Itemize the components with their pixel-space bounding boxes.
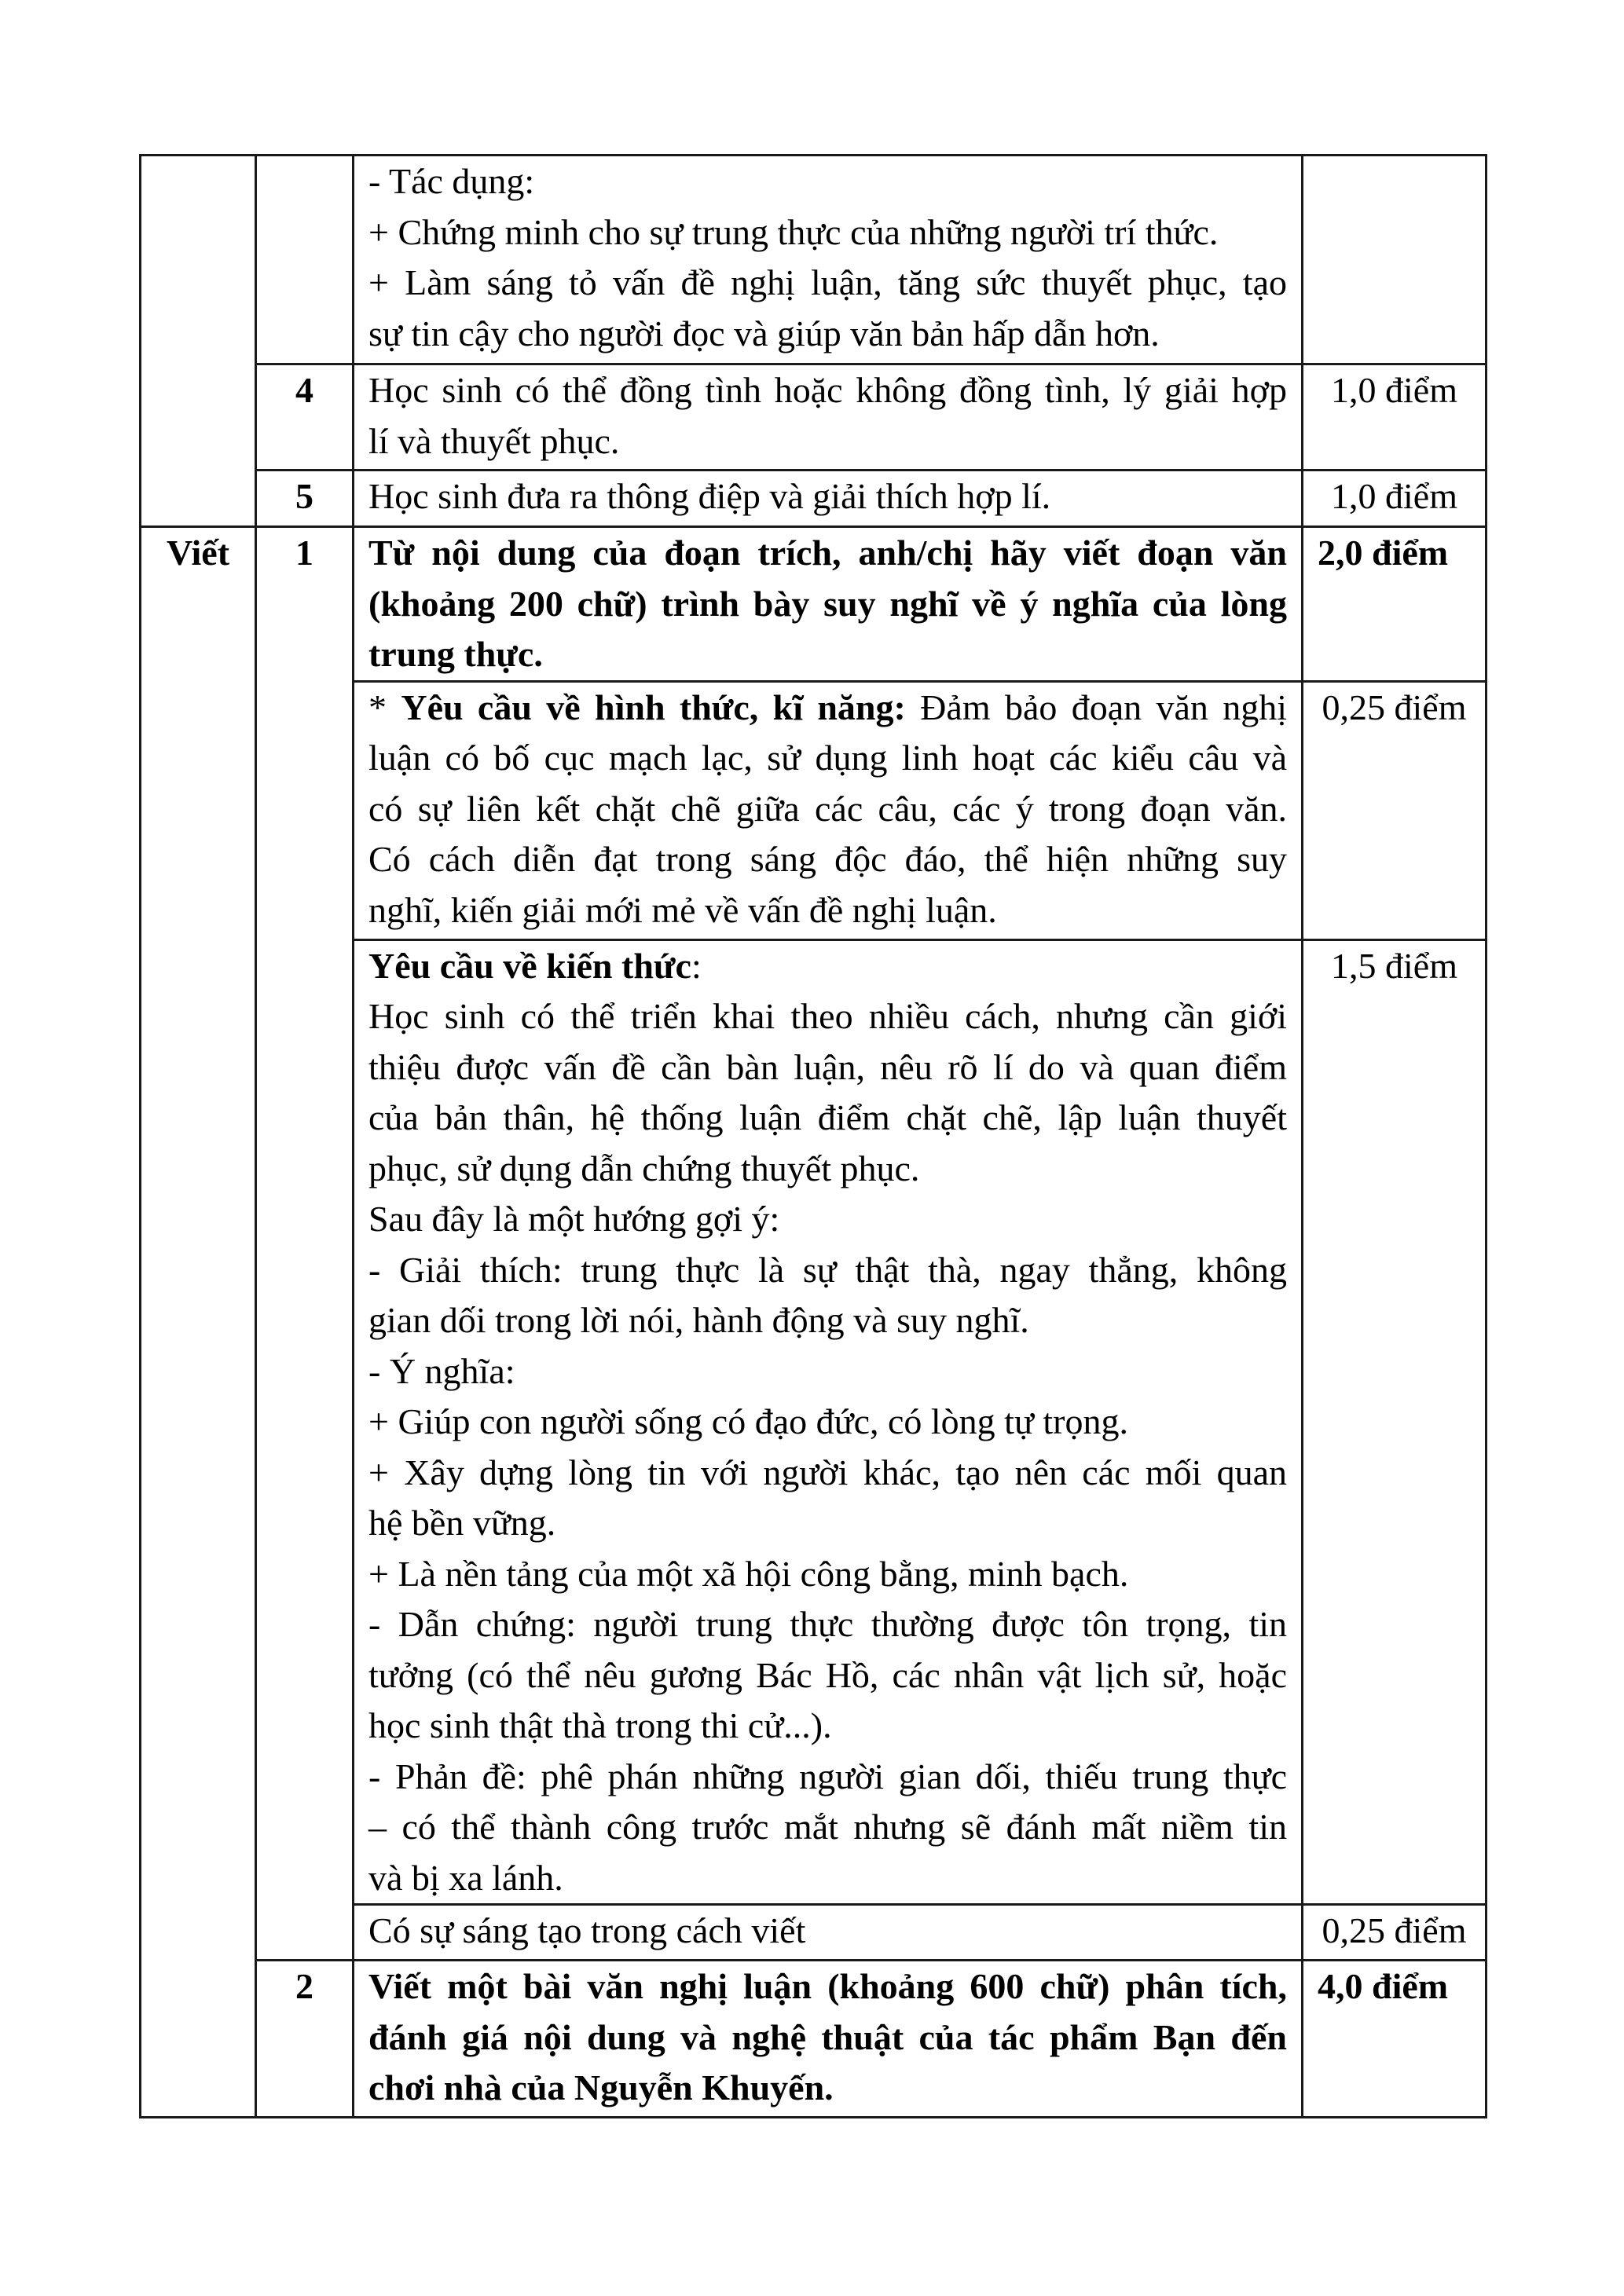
form-requirements-cell <box>354 681 1303 939</box>
knowledge-colon: : <box>691 945 702 986</box>
answer-line: Học sinh có thể đồng tình hoặc không đồng tình, lý giải hợp <box>368 370 1287 410</box>
question-number-cell <box>256 156 354 364</box>
question-prompt <box>354 527 1303 682</box>
question-number: 5 <box>256 471 354 527</box>
section-label: Viết <box>141 527 256 2118</box>
section-cell-continued <box>141 156 256 527</box>
knowledge-line: phục, sử dụng dẫn chứng thuyết phục. <box>368 1148 920 1188</box>
score: 1,5 điểm <box>1303 939 1487 1905</box>
answer-line: - Tác dụng: <box>368 161 535 201</box>
score: 0,25 điểm <box>1303 681 1487 939</box>
form-line: Có cách diễn đạt trong sáng độc đáo, thể hiện những suy <box>368 839 1287 879</box>
knowledge-line: - Giải thích: trung thực là sự thật thà, ngay thẳng, không <box>368 1249 1287 1290</box>
knowledge-line: học sinh thật thà trong thi cử...). <box>368 1705 832 1745</box>
answer-cell <box>354 364 1303 471</box>
answer-line: + Làm sáng tỏ vấn đề nghị luận, tăng sức thuyết phục, tạo <box>368 262 1287 302</box>
score: 0,25 điểm <box>1303 1905 1487 1961</box>
knowledge-heading: Yêu cầu về kiến thức <box>368 945 691 986</box>
knowledge-line: – có thể thành công trước mắt nhưng sẽ đánh mất niềm tin <box>368 1807 1287 1847</box>
answer-cell <box>354 156 1303 364</box>
knowledge-line: và bị xa lánh. <box>368 1857 563 1898</box>
table-row <box>141 471 1487 527</box>
knowledge-line: + Xây dựng lòng tin với người khác, tạo nên các mối quan <box>368 1452 1287 1492</box>
score: 1,0 điểm <box>1303 364 1487 471</box>
grading-table <box>139 154 1487 2118</box>
form-line: luận có bố cục mạch lạc, sử dụng linh hoạt các kiểu câu và <box>368 738 1287 778</box>
table-row <box>141 527 1487 682</box>
answer-line: Học sinh đưa ra thông điệp và giải thích hợp lí. <box>368 476 1051 516</box>
table-row <box>141 156 1487 364</box>
prompt-line: Viết một bài văn nghị luận (khoảng 600 chữ) phân tích, <box>368 1966 1287 2006</box>
form-text: Đảm bảo đoạn văn nghị <box>905 687 1288 727</box>
prompt-line: Từ nội dung của đoạn trích, anh/chị hãy viết đoạn văn <box>368 533 1287 573</box>
answer-line: sự tin cậy cho người đọc và giúp văn bản hấp dẫn hơn. <box>368 313 1160 353</box>
answer-line: + Chứng minh cho sự trung thực của những người trí thức. <box>368 211 1219 252</box>
form-line: có sự liên kết chặt chẽ giữa các câu, các ý trong đoạn văn. <box>368 788 1287 829</box>
creativity-cell <box>354 1905 1303 1961</box>
table-row <box>141 364 1487 471</box>
knowledge-line: Sau đây là một hướng gợi ý: <box>368 1199 780 1239</box>
knowledge-requirements-cell <box>354 939 1303 1905</box>
bullet: * <box>368 687 401 727</box>
knowledge-line: của bản thân, hệ thống luận điểm chặt chẽ, lập luận thuyết <box>368 1097 1287 1137</box>
knowledge-heading-line <box>368 941 1287 992</box>
score: 2,0 điểm <box>1303 527 1487 682</box>
table-row <box>141 1961 1487 2118</box>
score: 4,0 điểm <box>1303 1961 1487 2118</box>
form-line: nghĩ, kiến giải mới mẻ về vấn đề nghị luận. <box>368 889 997 930</box>
prompt-line: (khoảng 200 chữ) trình bày suy nghĩ về ý nghĩa của lòng <box>368 583 1287 624</box>
knowledge-line: - Phản đề: phê phán những người gian dối, thiếu trung thực <box>368 1756 1287 1796</box>
question-number: 2 <box>256 1961 354 2118</box>
score: 1,0 điểm <box>1303 471 1487 527</box>
creativity-text: Có sự sáng tạo trong cách viết <box>368 1910 806 1950</box>
knowledge-line: - Dẫn chứng: người trung thực thường được tôn trọng, tin <box>368 1604 1287 1644</box>
score-cell <box>1303 156 1487 364</box>
knowledge-line: + Giúp con người sống có đạo đức, có lòng tự trọng. <box>368 1401 1128 1441</box>
form-first-line <box>368 683 1287 734</box>
knowledge-line: Học sinh có thể triển khai theo nhiều cách, nhưng cần giới <box>368 996 1287 1036</box>
question-number: 1 <box>256 527 354 1961</box>
answer-line: lí và thuyết phục. <box>368 420 620 461</box>
knowledge-line: + Là nền tảng của một xã hội công bằng, minh bạch. <box>368 1553 1129 1594</box>
knowledge-line: - Ý nghĩa: <box>368 1350 515 1391</box>
knowledge-line: tưởng (có thể nêu gương Bác Hồ, các nhân vật lịch sử, hoặc <box>368 1654 1287 1695</box>
knowledge-line: gian dối trong lời nói, hành động và suy nghĩ. <box>368 1300 1029 1340</box>
question-prompt <box>354 1961 1303 2118</box>
form-heading: Yêu cầu về hình thức, kĩ năng: <box>401 687 906 727</box>
prompt-line: chơi nhà của Nguyễn Khuyến. <box>368 2067 834 2107</box>
knowledge-line: hệ bền vững. <box>368 1503 556 1543</box>
prompt-line: trung thực. <box>368 634 543 674</box>
prompt-line: đánh giá nội dung và nghệ thuật của tác phẩm Bạn đến <box>368 2016 1287 2057</box>
knowledge-line: thiệu được vấn đề cần bàn luận, nêu rõ lí do và quan điểm <box>368 1046 1287 1087</box>
question-number: 4 <box>256 364 354 471</box>
answer-cell <box>354 471 1303 527</box>
